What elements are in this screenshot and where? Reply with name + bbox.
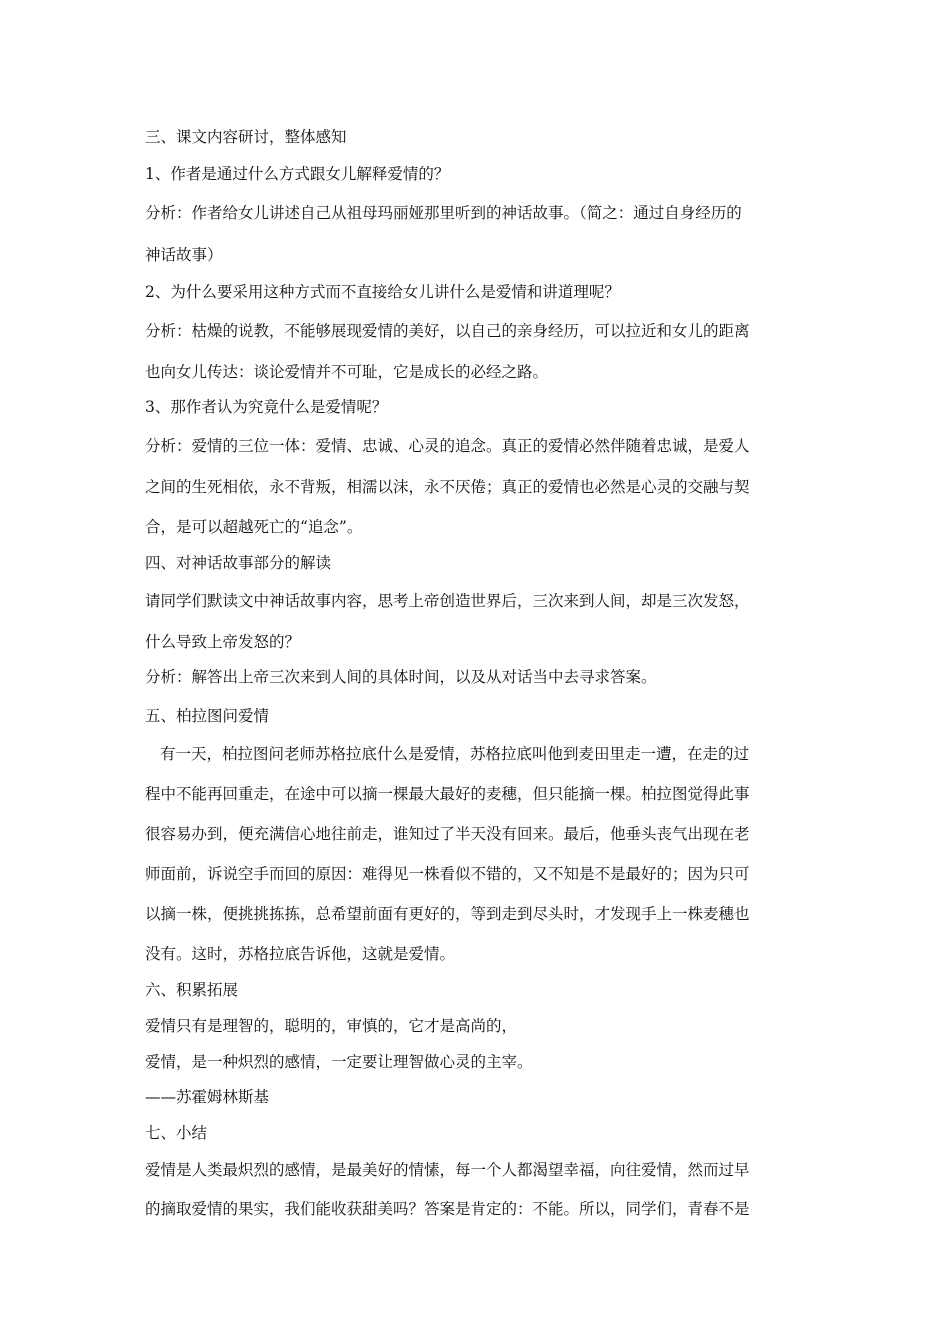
story-line-6: 没有。这时，苏格拉底告诉他，这就是爱情。 <box>145 945 456 963</box>
section-heading-4: 四、对神话故事部分的解读 <box>145 554 332 572</box>
question-3: 3、那作者认为究竟什么是爱情呢？ <box>145 398 388 416</box>
summary-line-2: 的摘取爱情的果实，我们能收获甜美吗？答案是肯定的：不能。所以，同学们，青春不是 <box>145 1200 750 1218</box>
story-line-5: 以摘一株，便挑挑拣拣，总希望前面有更好的，等到走到尽头时，才发现手上一株麦穗也 <box>145 905 750 923</box>
quote-attribution: ——苏霍姆林斯基 <box>145 1088 270 1106</box>
section-heading-6: 六、积累拓展 <box>145 981 239 999</box>
section-heading-3: 三、课文内容研讨，整体感知 <box>145 128 347 146</box>
story-line-4: 师面前，诉说空手而回的原因：难得见一株看似不错的，又不知是不是最好的；因为只可 <box>145 865 750 883</box>
analysis-3-line-3: 合，是可以超越死亡的“追念”。 <box>145 518 363 536</box>
prompt-line-1: 请同学们默读文中神话故事内容，思考上帝创造世界后，三次来到人间，却是三次发怒， <box>145 592 750 610</box>
analysis-1-line-2: 神话故事） <box>145 246 223 264</box>
quote-line-2: 爱情，是一种炽烈的感情，一定要让理智做心灵的主宰。 <box>145 1053 533 1071</box>
summary-line-1: 爱情是人类最炽烈的感情，是最美好的情愫，每一个人都渴望幸福，向往爱情，然而过早 <box>145 1161 750 1179</box>
section-heading-7: 七、小结 <box>145 1124 208 1142</box>
analysis-3-line-2: 之间的生死相依，永不背叛，相濡以沫，永不厌倦；真正的爱情也必然是心灵的交融与契 <box>145 478 750 496</box>
question-1: 1、作者是通过什么方式跟女儿解释爱情的？ <box>145 165 450 183</box>
prompt-line-2: 什么导致上帝发怒的？ <box>145 633 301 651</box>
analysis-2-line-2: 也向女儿传达：谈论爱情并不可耻，它是成长的必经之路。 <box>145 363 549 381</box>
analysis-3-line-1: 分析：爱情的三位一体：爱情、忠诚、心灵的追念。真正的爱情必然伴随着忠诚，是爱人 <box>145 437 750 455</box>
quote-line-1: 爱情只有是理智的，聪明的，审慎的，它才是高尚的， <box>145 1017 518 1035</box>
section-heading-5: 五、柏拉图问爱情 <box>145 707 270 725</box>
question-2: 2、为什么要采用这种方式而不直接给女儿讲什么是爱情和讲道理呢？ <box>145 283 620 301</box>
story-line-2: 程中不能再回重走，在途中可以摘一棵最大最好的麦穗，但只能摘一棵。柏拉图觉得此事 <box>145 785 750 803</box>
analysis-1-line-1: 分析：作者给女儿讲述自己从祖母玛丽娅那里听到的神话故事。（简之：通过自身经历的 <box>145 204 742 222</box>
analysis-4: 分析：解答出上帝三次来到人间的具体时间，以及从对话当中去寻求答案。 <box>145 668 657 686</box>
analysis-2-line-1: 分析：枯燥的说教，不能够展现爱情的美好，以自己的亲身经历，可以拉近和女儿的距离 <box>145 322 750 340</box>
story-line-1: 有一天，柏拉图问老师苏格拉底什么是爱情，苏格拉底叫他到麦田里走一遭，在走的过 <box>160 745 750 763</box>
story-line-3: 很容易办到，便充满信心地往前走，谁知过了半天没有回来。最后，他垂头丧气出现在老 <box>145 825 750 843</box>
